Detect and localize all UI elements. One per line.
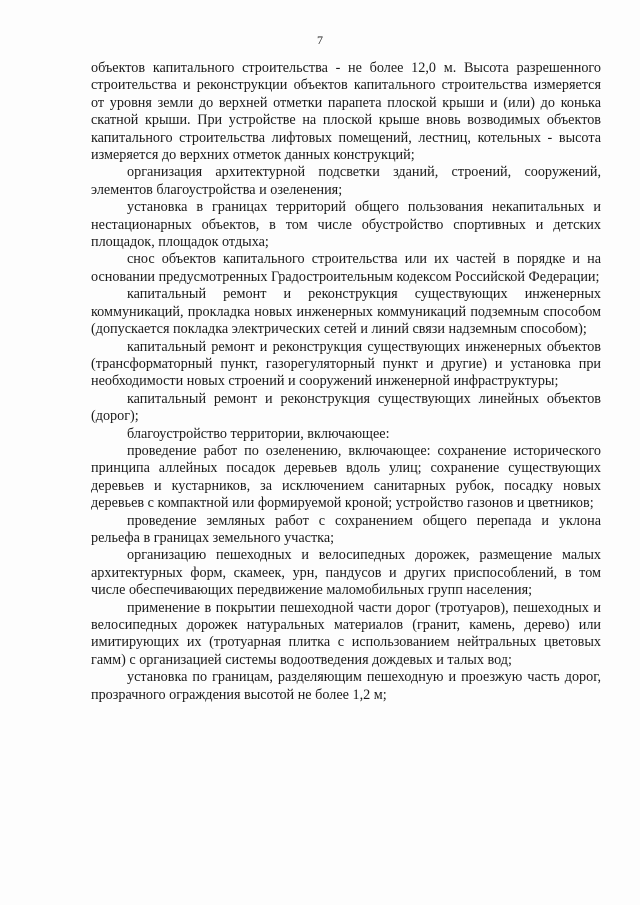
paragraph: применение в покрытии пешеходной части дорог (тротуаров), пешеходных и велосипедных дорожек натуральных материалов (гранит, камень, дерево) или имитирующих их (тротуарная плитка с использованием нейтральных цветовых гамм) с организацией системы водоотведения дождевых и талых вод; bbox=[91, 599, 601, 668]
paragraph: организация архитектурной подсветки зданий, строений, сооружений, элементов благоустройства и озеленения; bbox=[91, 164, 601, 198]
paragraph: организацию пешеходных и велосипедных дорожек, размещение малых архитектурных форм, скамеек, урн, пандусов и других приспособлений, в том числе обеспечивающих передвижение маломобильных групп населения; bbox=[91, 547, 601, 599]
paragraph: проведение земляных работ с сохранением общего перепада и уклона рельефа в границах земельного участка; bbox=[91, 512, 601, 546]
page-number: 7 bbox=[317, 33, 323, 47]
paragraph: капитальный ремонт и реконструкция существующих инженерных коммуникаций, прокладка новых инженерных коммуникаций подземным способом (допускается покладка электрических сетей и линий связи надземным способом); bbox=[91, 286, 601, 338]
paragraph: капитальный ремонт и реконструкция существующих линейных объектов (дорог); bbox=[91, 390, 601, 425]
paragraph: установка по границам, разделяющим пешеходную и проезжую часть дорог, прозрачного ограждения высотой не более 1,2 м; bbox=[91, 669, 601, 703]
paragraph: благоустройство территории, включающее: bbox=[127, 425, 390, 442]
paragraph: установка в границах территорий общего пользования некапитальных и нестационарных объектов, в том числе обустройство спортивных и детских площадок, площадок отдыха; bbox=[91, 199, 601, 251]
paragraph: проведение работ по озеленению, включающее: сохранение исторического принципа аллейных посадок деревьев вдоль улиц; сохранение существующих деревьев и кустарников, за исключением санитарных рубок, посадку новых деревьев с компактной или формируемой кроной; устройство газонов и цветников; bbox=[91, 442, 601, 512]
document-body bbox=[91, 60, 601, 704]
paragraph: объектов капитального строительства - не более 12,0 м. Высота разрешенного строительства и реконструкции объектов капитального строительства измеряется от уровня земли до верхней отметки парапета плоской крыши и (или) до конька скатной крыши. При устройстве на плоской крыше вновь возводимых объектов капитального строительства лифтовых помещений, лестниц, котельных - высота измеряется до верхних отметок данных конструкций; bbox=[91, 60, 601, 164]
paragraph: снос объектов капитального строительства или их частей в порядке и на основании предусмотренных Градостроительным кодексом Российской Федерации; bbox=[91, 251, 601, 285]
paragraph: капитальный ремонт и реконструкция существующих инженерных объектов (трансформаторный пункт, газорегуляторный пункт и другие) и установка при необходимости новых строений и сооружений инженерной инфраструктуры; bbox=[91, 338, 601, 390]
